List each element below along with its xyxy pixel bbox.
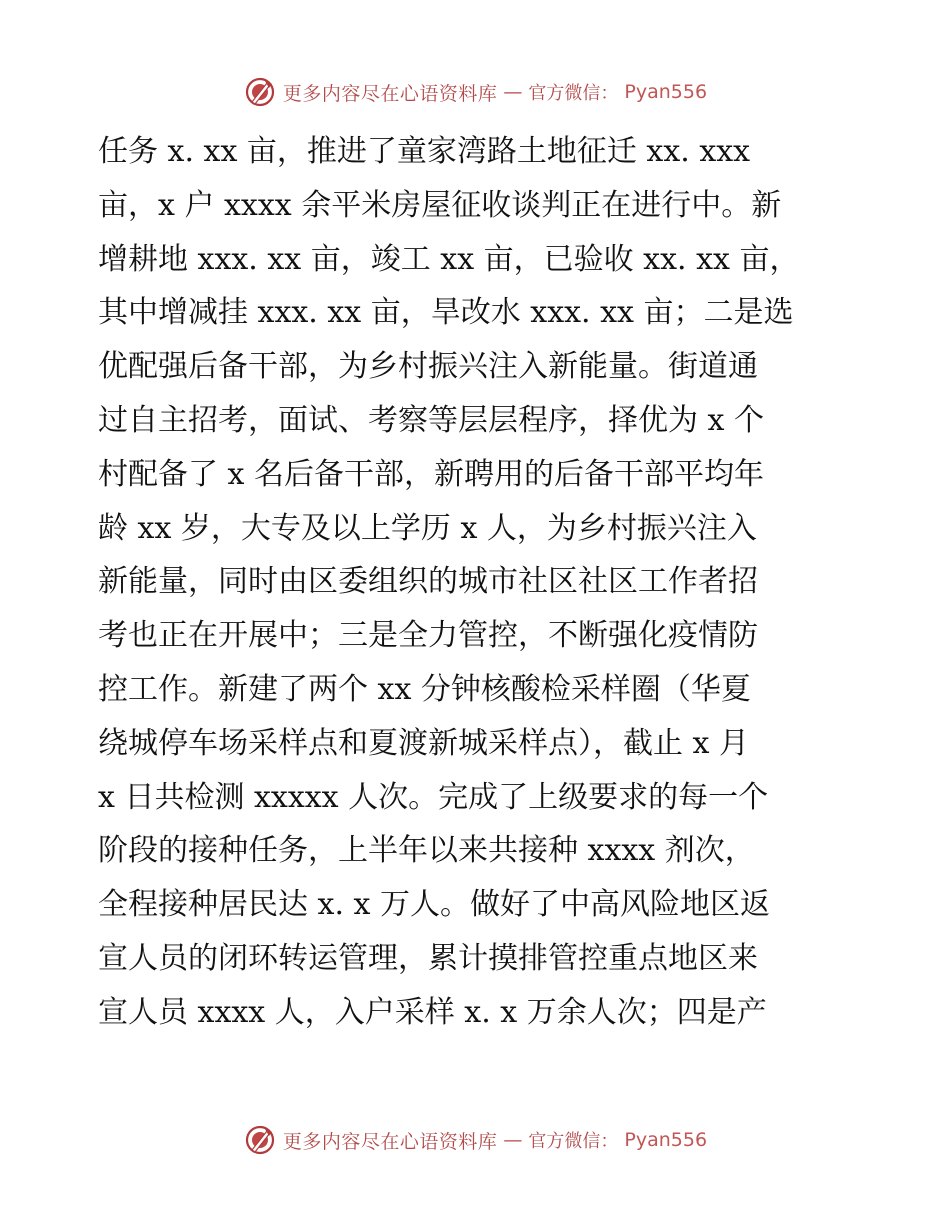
body-line: x 日共检测 xxxxx 人次。完成了上级要求的每一个 (98, 779, 769, 815)
watermark-account: Pyan556 (624, 1129, 708, 1151)
watermark-separator: — (503, 1129, 523, 1151)
body-line: 新能量，同时由区委组织的城市社区社区工作者招 (98, 564, 758, 600)
watermark-label: 官方微信： (528, 1131, 619, 1152)
body-line: 村配备了 x 名后备干部，新聘用的后备干部平均年 (98, 456, 764, 492)
document-body (98, 125, 858, 1040)
quill-logo-icon (243, 75, 277, 109)
header-watermark (0, 72, 950, 112)
footer-watermark (0, 1120, 950, 1160)
body-line: 绕城停车场采样点和夏渡新城采样点），截止 x 月 (98, 725, 749, 761)
body-line: 阶段的接种任务，上半年以来共接种 xxxx 剂次， (98, 833, 755, 869)
body-line: 优配强后备干部，为乡村振兴注入新能量。街道通 (98, 349, 758, 385)
body-line: 过自主招考，面试、考察等层层程序，择优为 x 个 (98, 402, 764, 438)
watermark-separator: — (503, 81, 523, 103)
watermark-account: Pyan556 (624, 81, 708, 103)
body-line: 其中增减挂 xxx. xx 亩，旱改水 xxx. xx 亩；二是选 (98, 295, 794, 331)
watermark-label: 官方微信： (528, 83, 619, 104)
body-line: 龄 xx 岁，大专及以上学历 x 人，为乡村振兴注入 (98, 510, 757, 546)
quill-logo-icon (243, 1123, 277, 1157)
watermark-text: 更多内容尽在心语资料库 (282, 82, 498, 105)
body-line: 控工作。新建了两个 xx 分钟核酸检采样圈（华夏 (98, 671, 751, 707)
body-line: 亩，x 户 xxxx 余平米房屋征收谈判正在进行中。新 (98, 187, 782, 223)
body-line: 考也正在开展中；三是全力管控，不断强化疫情防 (98, 618, 758, 654)
body-line: 增耕地 xxx. xx 亩，竣工 xx 亩，已验收 xx. xx 亩， (98, 241, 800, 277)
body-line: 宣人员 xxxx 人，入户采样 x. x 万余人次；四是产 (98, 994, 767, 1030)
body-line: 任务 x. xx 亩，推进了童家湾路土地征迁 xx. xxx (98, 134, 751, 169)
body-line: 宣人员的闭环转运管理，累计摸排管控重点地区来 (98, 940, 758, 976)
body-line: 全程接种居民达 x. x 万人。做好了中高风险地区返 (98, 887, 770, 923)
watermark-text: 更多内容尽在心语资料库 (282, 1130, 498, 1153)
